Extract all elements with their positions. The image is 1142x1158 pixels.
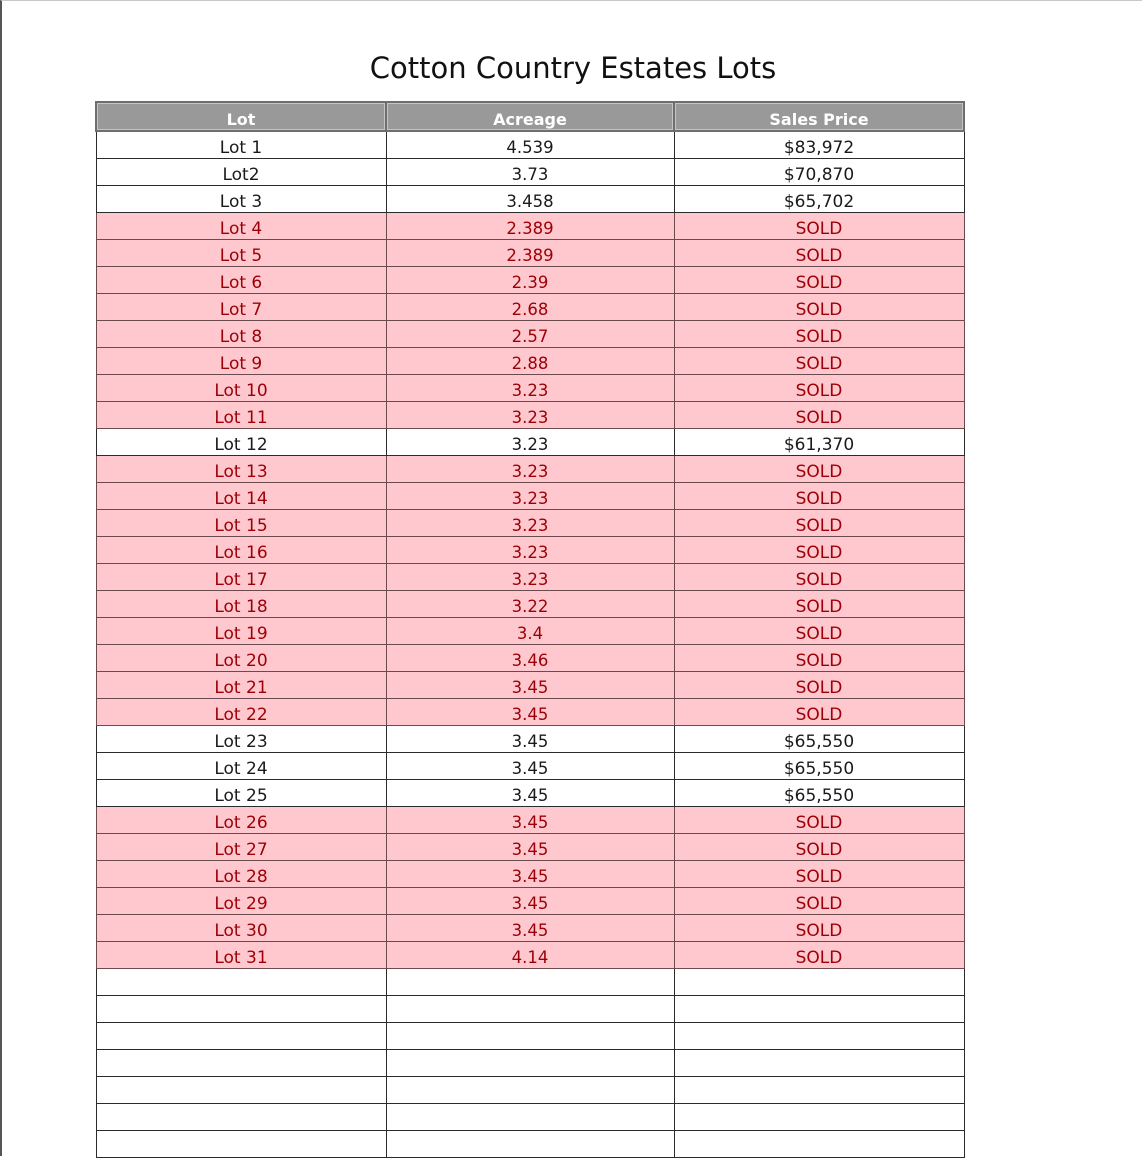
table-row xyxy=(96,510,964,537)
table-row xyxy=(96,267,964,294)
acreage-cell[interactable]: 3.45 xyxy=(386,888,674,915)
acreage-cell[interactable]: 3.23 xyxy=(386,483,674,510)
lot-cell[interactable]: Lot 29 xyxy=(96,888,386,915)
lot-cell[interactable]: Lot 25 xyxy=(96,780,386,807)
acreage-cell[interactable]: 4.14 xyxy=(386,942,674,969)
table-row xyxy=(96,672,964,699)
table-row xyxy=(96,159,964,186)
acreage-cell[interactable]: 3.22 xyxy=(386,591,674,618)
lot-cell[interactable]: Lot 26 xyxy=(96,807,386,834)
table-row xyxy=(96,591,964,618)
empty-cell[interactable] xyxy=(386,1077,674,1104)
sales-price-cell[interactable]: $65,702 xyxy=(674,186,964,213)
sales-price-cell[interactable]: SOLD xyxy=(674,483,964,510)
sales-price-cell[interactable]: SOLD xyxy=(674,348,964,375)
lot-cell[interactable]: Lot 13 xyxy=(96,456,386,483)
lot-cell[interactable]: Lot 15 xyxy=(96,510,386,537)
table-row xyxy=(96,321,964,348)
table-row xyxy=(96,213,964,240)
acreage-cell[interactable]: 3.23 xyxy=(386,456,674,483)
table-row xyxy=(96,186,964,213)
lot-cell[interactable]: Lot 31 xyxy=(96,942,386,969)
sales-price-cell[interactable]: $70,870 xyxy=(674,159,964,186)
sales-price-cell[interactable]: SOLD xyxy=(674,240,964,267)
lot-cell[interactable]: Lot 1 xyxy=(96,131,386,159)
sales-price-cell[interactable]: SOLD xyxy=(674,267,964,294)
table-row xyxy=(96,915,964,942)
table-row xyxy=(96,618,964,645)
empty-row xyxy=(96,1131,964,1158)
empty-cell[interactable] xyxy=(386,996,674,1023)
sales-price-cell[interactable]: SOLD xyxy=(674,537,964,564)
acreage-cell[interactable]: 3.23 xyxy=(386,564,674,591)
lot-cell[interactable]: Lot 16 xyxy=(96,537,386,564)
table-row xyxy=(96,753,964,780)
sales-price-cell[interactable]: SOLD xyxy=(674,213,964,240)
acreage-cell[interactable]: 3.45 xyxy=(386,780,674,807)
acreage-cell[interactable]: 2.88 xyxy=(386,348,674,375)
lots-table-body xyxy=(96,131,964,1158)
lot-cell[interactable]: Lot 11 xyxy=(96,402,386,429)
empty-cell[interactable] xyxy=(96,1104,386,1131)
empty-cell[interactable] xyxy=(96,1023,386,1050)
lot-cell[interactable]: Lot 27 xyxy=(96,834,386,861)
acreage-cell[interactable]: 3.45 xyxy=(386,753,674,780)
table-row xyxy=(96,456,964,483)
sales-price-cell[interactable]: SOLD xyxy=(674,699,964,726)
table-row xyxy=(96,645,964,672)
acreage-cell[interactable]: 3.45 xyxy=(386,915,674,942)
empty-cell[interactable] xyxy=(674,1050,964,1077)
acreage-cell[interactable]: 3.4 xyxy=(386,618,674,645)
sales-price-cell[interactable]: SOLD xyxy=(674,375,964,402)
sales-price-cell[interactable]: SOLD xyxy=(674,456,964,483)
empty-cell[interactable] xyxy=(386,969,674,996)
acreage-cell[interactable]: 3.45 xyxy=(386,672,674,699)
acreage-cell[interactable]: 3.23 xyxy=(386,375,674,402)
empty-cell[interactable] xyxy=(674,1131,964,1158)
lot-cell[interactable]: Lot 12 xyxy=(96,429,386,456)
table-row xyxy=(96,861,964,888)
sales-price-cell[interactable]: SOLD xyxy=(674,321,964,348)
acreage-cell[interactable]: 2.68 xyxy=(386,294,674,321)
table-row xyxy=(96,942,964,969)
empty-row xyxy=(96,1104,964,1131)
lot-cell[interactable]: Lot 28 xyxy=(96,861,386,888)
empty-cell[interactable] xyxy=(674,1023,964,1050)
empty-row xyxy=(96,969,964,996)
lot-cell[interactable]: Lot 9 xyxy=(96,348,386,375)
sales-price-cell[interactable]: $61,370 xyxy=(674,429,964,456)
empty-cell[interactable] xyxy=(386,1050,674,1077)
table-row xyxy=(96,888,964,915)
acreage-cell[interactable]: 3.23 xyxy=(386,510,674,537)
sales-price-cell[interactable]: SOLD xyxy=(674,861,964,888)
header-acreage: Acreage xyxy=(386,102,674,131)
lot-cell[interactable]: Lot 18 xyxy=(96,591,386,618)
empty-cell[interactable] xyxy=(96,1050,386,1077)
acreage-cell[interactable]: 3.23 xyxy=(386,537,674,564)
sales-price-cell[interactable]: $65,550 xyxy=(674,753,964,780)
empty-cell[interactable] xyxy=(386,1131,674,1158)
acreage-cell[interactable]: 3.458 xyxy=(386,186,674,213)
sales-price-cell[interactable]: SOLD xyxy=(674,645,964,672)
acreage-cell[interactable]: 4.539 xyxy=(386,131,674,159)
acreage-cell[interactable]: 3.45 xyxy=(386,807,674,834)
empty-cell[interactable] xyxy=(96,1077,386,1104)
header-lot: Lot xyxy=(96,102,386,131)
empty-cell[interactable] xyxy=(96,969,386,996)
acreage-cell[interactable]: 3.23 xyxy=(386,402,674,429)
lot-cell[interactable]: Lot 22 xyxy=(96,699,386,726)
lot-cell[interactable]: Lot2 xyxy=(96,159,386,186)
acreage-cell[interactable]: 3.45 xyxy=(386,861,674,888)
empty-cell[interactable] xyxy=(674,1077,964,1104)
sales-price-cell[interactable]: $83,972 xyxy=(674,131,964,159)
acreage-cell[interactable]: 2.57 xyxy=(386,321,674,348)
table-row xyxy=(96,294,964,321)
acreage-cell[interactable]: 2.389 xyxy=(386,240,674,267)
table-row xyxy=(96,780,964,807)
empty-cell[interactable] xyxy=(96,1131,386,1158)
header-row xyxy=(96,102,964,131)
acreage-cell[interactable]: 3.23 xyxy=(386,429,674,456)
lots-table xyxy=(95,101,965,1158)
empty-cell[interactable] xyxy=(674,996,964,1023)
table-row xyxy=(96,834,964,861)
sales-price-cell[interactable]: SOLD xyxy=(674,294,964,321)
acreage-cell[interactable]: 3.46 xyxy=(386,645,674,672)
sales-price-cell[interactable]: SOLD xyxy=(674,942,964,969)
table-row xyxy=(96,429,964,456)
sales-price-cell[interactable]: SOLD xyxy=(674,888,964,915)
lot-cell[interactable]: Lot 20 xyxy=(96,645,386,672)
sales-price-cell[interactable]: $65,550 xyxy=(674,726,964,753)
empty-cell[interactable] xyxy=(96,996,386,1023)
acreage-cell[interactable]: 3.45 xyxy=(386,834,674,861)
table-row xyxy=(96,240,964,267)
sales-price-cell[interactable]: SOLD xyxy=(674,510,964,537)
lot-cell[interactable]: Lot 17 xyxy=(96,564,386,591)
table-row xyxy=(96,564,964,591)
sales-price-cell[interactable]: SOLD xyxy=(674,402,964,429)
lot-cell[interactable]: Lot 21 xyxy=(96,672,386,699)
acreage-cell[interactable]: 3.73 xyxy=(386,159,674,186)
lot-cell[interactable]: Lot 10 xyxy=(96,375,386,402)
acreage-cell[interactable]: 3.45 xyxy=(386,699,674,726)
empty-cell[interactable] xyxy=(386,1104,674,1131)
table-row xyxy=(96,537,964,564)
sales-price-cell[interactable]: SOLD xyxy=(674,618,964,645)
lot-cell[interactable]: Lot 30 xyxy=(96,915,386,942)
acreage-cell[interactable]: 3.45 xyxy=(386,726,674,753)
empty-row xyxy=(96,996,964,1023)
lot-cell[interactable]: Lot 5 xyxy=(96,240,386,267)
sales-price-cell[interactable]: SOLD xyxy=(674,672,964,699)
table-row xyxy=(96,131,964,159)
table-row xyxy=(96,807,964,834)
table-row xyxy=(96,699,964,726)
empty-cell[interactable] xyxy=(674,1104,964,1131)
acreage-cell[interactable]: 2.389 xyxy=(386,213,674,240)
empty-row xyxy=(96,1050,964,1077)
lot-cell[interactable]: Lot 24 xyxy=(96,753,386,780)
lot-cell[interactable]: Lot 8 xyxy=(96,321,386,348)
table-row xyxy=(96,375,964,402)
sales-price-cell[interactable]: SOLD xyxy=(674,915,964,942)
header-sales-price: Sales Price xyxy=(674,102,964,131)
lot-cell[interactable]: Lot 14 xyxy=(96,483,386,510)
lot-cell[interactable]: Lot 19 xyxy=(96,618,386,645)
sales-price-cell[interactable]: SOLD xyxy=(674,591,964,618)
lot-cell[interactable]: Lot 6 xyxy=(96,267,386,294)
table-row xyxy=(96,402,964,429)
sales-price-cell[interactable]: SOLD xyxy=(674,834,964,861)
empty-cell[interactable] xyxy=(674,969,964,996)
lot-cell[interactable]: Lot 4 xyxy=(96,213,386,240)
lot-cell[interactable]: Lot 23 xyxy=(96,726,386,753)
sales-price-cell[interactable]: SOLD xyxy=(674,564,964,591)
lot-cell[interactable]: Lot 7 xyxy=(96,294,386,321)
page-title: Cotton Country Estates Lots xyxy=(369,51,777,85)
empty-row xyxy=(96,1023,964,1050)
sales-price-cell[interactable]: SOLD xyxy=(674,807,964,834)
empty-row xyxy=(96,1077,964,1104)
table-row xyxy=(96,483,964,510)
table-row xyxy=(96,726,964,753)
lot-cell[interactable]: Lot 3 xyxy=(96,186,386,213)
acreage-cell[interactable]: 2.39 xyxy=(386,267,674,294)
sales-price-cell[interactable]: $65,550 xyxy=(674,780,964,807)
empty-cell[interactable] xyxy=(386,1023,674,1050)
table-row xyxy=(96,348,964,375)
